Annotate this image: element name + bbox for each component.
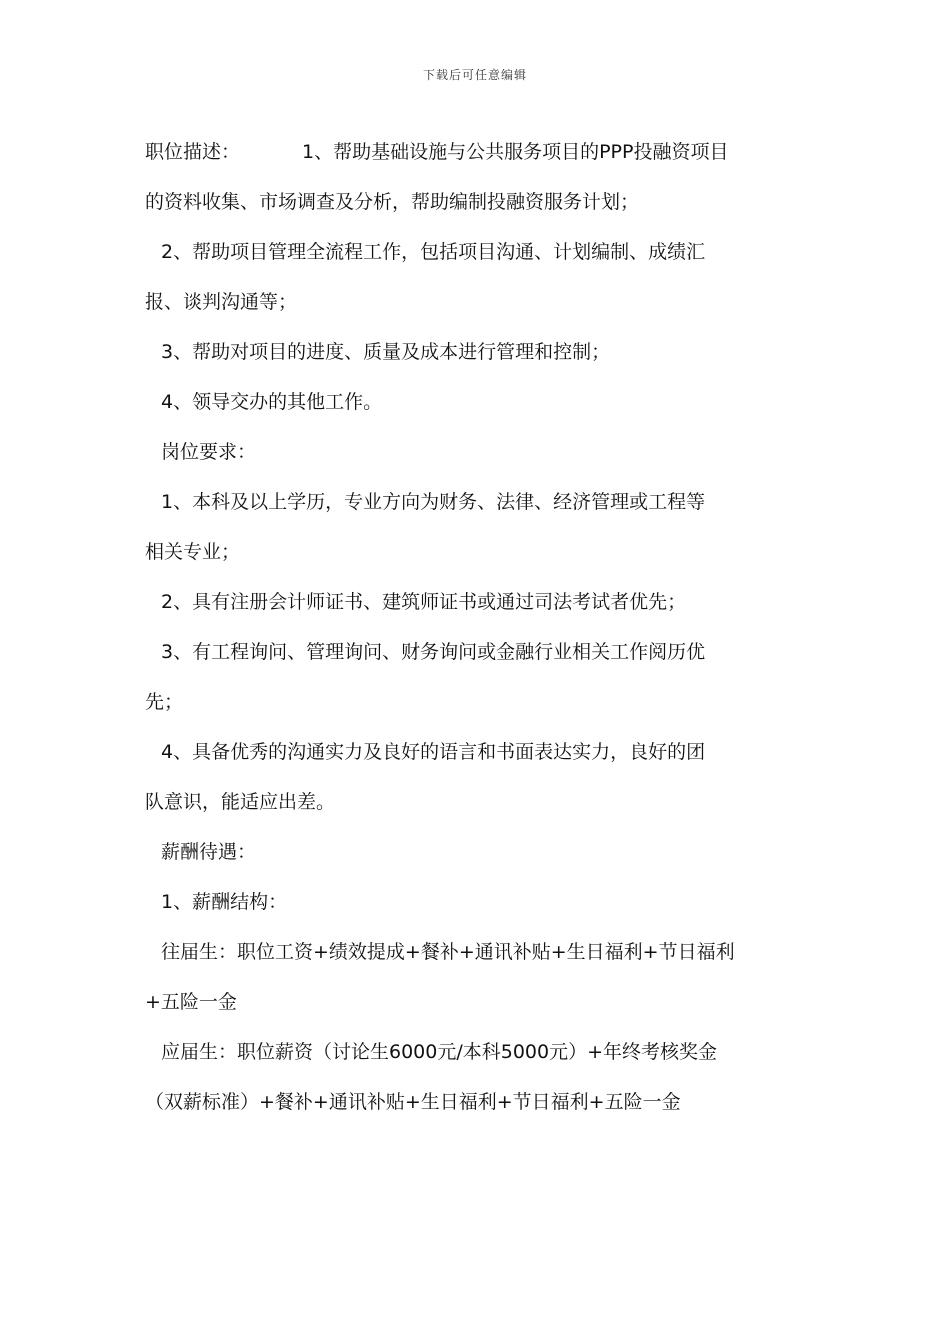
text-line: 2、具有注册会计师证书、建筑师证书或通过司法考试者优先； bbox=[161, 591, 687, 613]
text-line: 4、具备优秀的沟通实力及良好的语言和书面表达实力，良好的团 bbox=[161, 741, 706, 763]
text-line: 1、本科及以上学历，专业方向为财务、法律、经济管理或工程等 bbox=[161, 491, 706, 513]
line-text: 1、帮助基础设施与公共服务项目的PPP投融资项目 bbox=[302, 141, 729, 163]
section-label-job-description: 职位描述： bbox=[145, 141, 241, 163]
text-line: 相关专业； bbox=[145, 541, 241, 563]
document-body bbox=[145, 130, 810, 1130]
section-heading-requirements: 岗位要求： bbox=[161, 441, 257, 463]
text-line: 往届生：职位工资+绩效提成+餐补+通讯补贴+生日福利+节日福利 bbox=[161, 941, 735, 963]
text-line: 报、谈判沟通等； bbox=[145, 291, 298, 313]
text-line bbox=[145, 130, 810, 180]
text-line: +五险一金 bbox=[145, 991, 237, 1013]
text-line: 队意识，能适应出差。 bbox=[145, 791, 336, 813]
text-line: 的资料收集、市场调查及分析，帮助编制投融资服务计划； bbox=[145, 191, 640, 213]
text-line: 3、有工程询问、管理询问、财务询问或金融行业相关工作阅历优 bbox=[161, 641, 706, 663]
text-line: 4、领导交办的其他工作。 bbox=[161, 391, 383, 413]
text-line: （双薪标准）+餐补+通讯补贴+生日福利+节日福利+五险一金 bbox=[145, 1091, 681, 1113]
text-line: 3、帮助对项目的进度、质量及成本进行管理和控制； bbox=[161, 341, 611, 363]
text-line: 先； bbox=[145, 691, 184, 713]
text-line: 1、薪酬结构： bbox=[161, 891, 288, 913]
text-line: 应届生：职位薪资（讨论生6000元/本科5000元）+年终考核奖金 bbox=[161, 1041, 718, 1063]
text-line: 2、帮助项目管理全流程工作，包括项目沟通、计划编制、成绩汇 bbox=[161, 241, 706, 263]
page-header: 下载后可任意编辑 bbox=[422, 68, 527, 82]
section-heading-compensation: 薪酬待遇： bbox=[161, 841, 257, 863]
